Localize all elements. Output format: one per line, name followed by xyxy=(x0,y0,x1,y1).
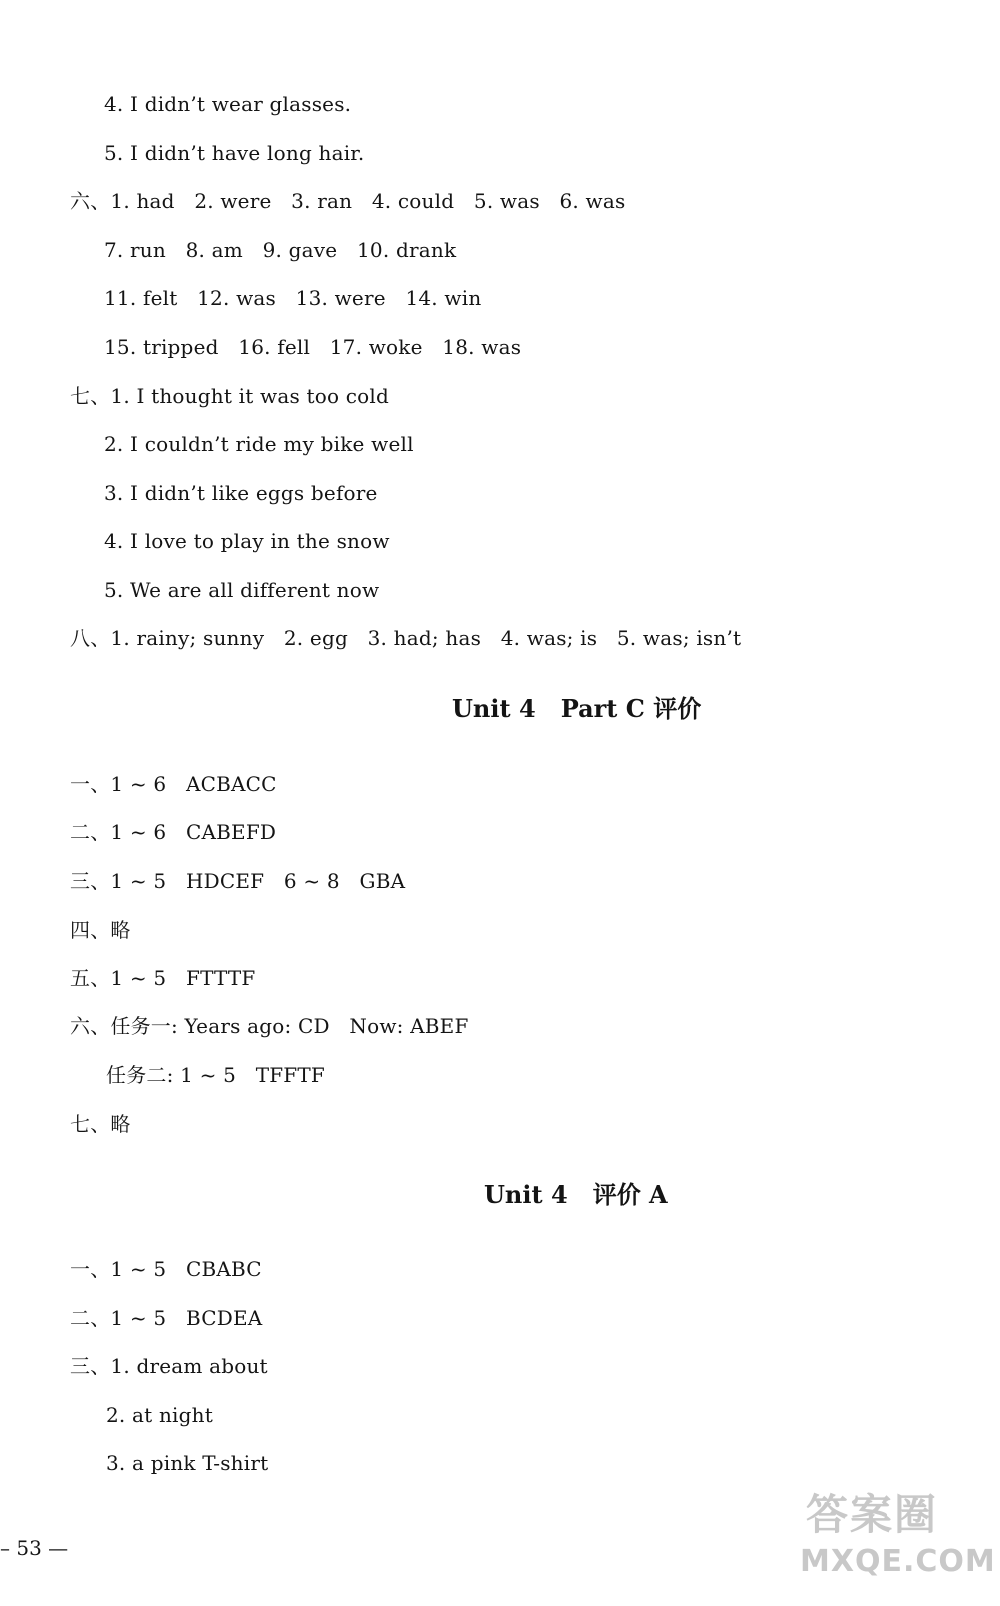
answer-line: 4. I didn’t wear glasses. xyxy=(104,92,352,116)
answer-line: 一、1 ~ 6 ACBACC xyxy=(70,772,277,796)
answer-line: 七、略 xyxy=(70,1112,131,1136)
page-number: – 53 — xyxy=(0,1536,69,1560)
answer-line: 7. run 8. am 9. gave 10. drank xyxy=(104,238,457,262)
section-heading-part-c: Unit 4 Part C 评价 xyxy=(452,694,702,723)
answer-line: 3. a pink T-shirt xyxy=(106,1451,269,1475)
answer-line: 4. I love to play in the snow xyxy=(104,529,390,553)
answer-line: 三、1. dream about xyxy=(70,1354,268,1378)
answer-line: 3. I didn’t like eggs before xyxy=(104,481,378,505)
answer-line: 六、1. had 2. were 3. ran 4. could 5. was 6. was xyxy=(70,189,626,213)
answer-line: 二、1 ~ 5 BCDEA xyxy=(70,1306,263,1330)
answer-line: 2. at night xyxy=(106,1403,213,1427)
answer-line: 5. We are all different now xyxy=(104,578,380,602)
answer-line: 七、1. I thought it was too cold xyxy=(70,384,389,408)
answer-line: 任务二: 1 ~ 5 TFFTF xyxy=(106,1063,326,1087)
watermark-bottom-text: MXQE.COM xyxy=(800,1544,996,1579)
answer-line: 15. tripped 16. fell 17. woke 18. was xyxy=(104,335,522,359)
section-heading-eval-a: Unit 4 评价 A xyxy=(484,1180,668,1209)
answer-line: 三、1 ~ 5 HDCEF 6 ~ 8 GBA xyxy=(70,869,406,893)
watermark-logo xyxy=(800,1478,996,1598)
answer-line: 八、1. rainy; sunny 2. egg 3. had; has 4. was; is 5. was; isn’t xyxy=(70,626,742,650)
answer-line: 一、1 ~ 5 CBABC xyxy=(70,1257,262,1281)
answer-line: 二、1 ~ 6 CABEFD xyxy=(70,820,277,844)
answer-line: 2. I couldn’t ride my bike well xyxy=(104,432,414,456)
answer-line: 11. felt 12. was 13. were 14. win xyxy=(104,286,482,310)
answer-line: 5. I didn’t have long hair. xyxy=(104,141,365,165)
answer-line: 六、任务一: Years ago: CD Now: ABEF xyxy=(70,1014,469,1038)
watermark-top-text: 答案圈 xyxy=(806,1490,939,1539)
answer-line: 五、1 ~ 5 FTTTF xyxy=(70,966,256,990)
answer-line: 四、略 xyxy=(70,918,131,942)
